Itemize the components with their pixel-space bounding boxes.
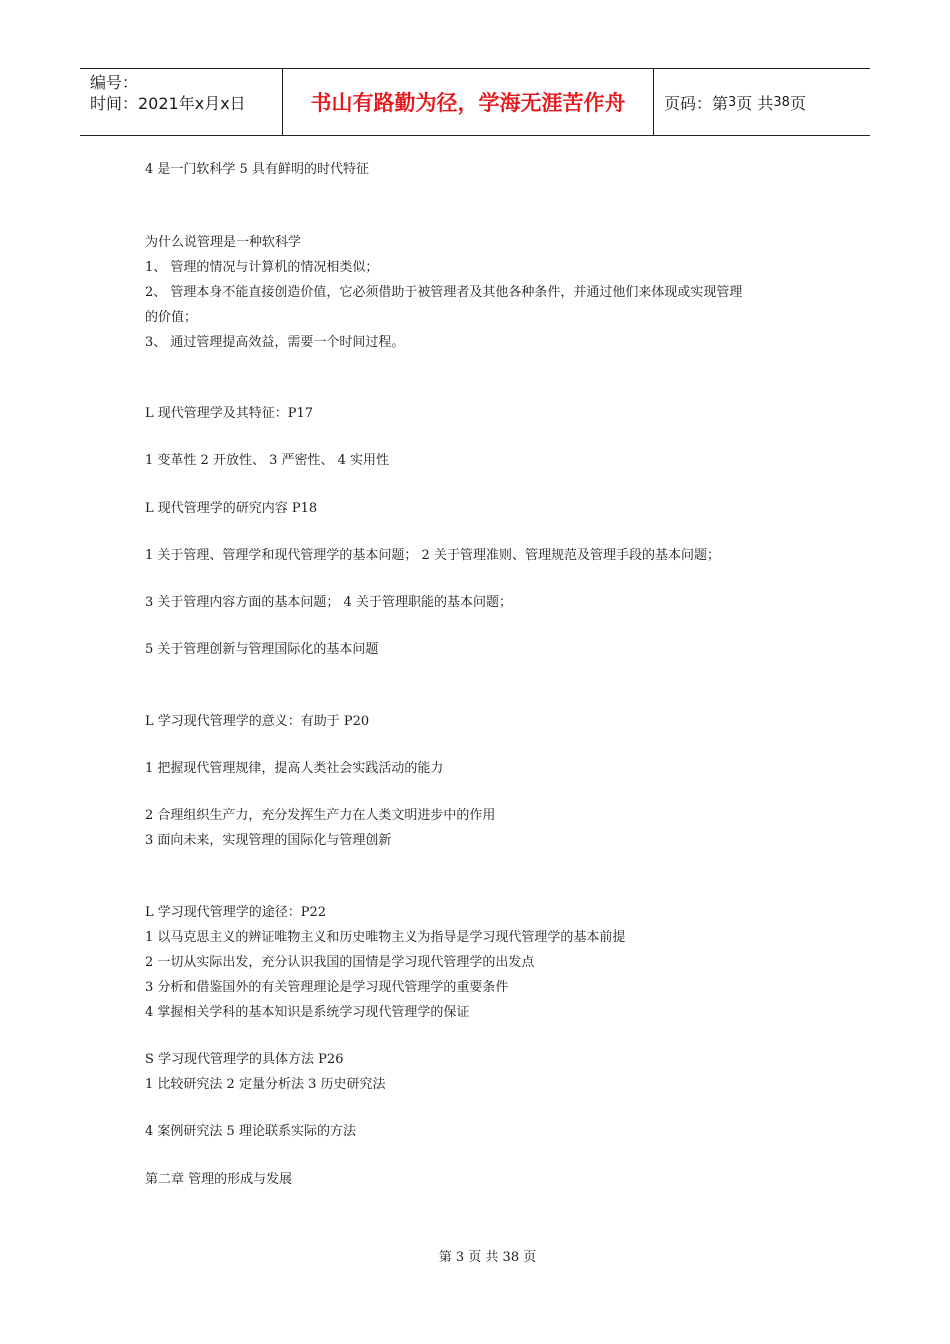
body-line: 1 关于管理、管理学和现代管理学的基本问题； 2 关于管理准则、管理规范及管理手段的基本问题； [145, 548, 720, 563]
section-heading: S 学习现代管理学的具体方法 P26 [145, 1052, 344, 1067]
body-line: 4 案例研究法 5 理论联系实际的方法 [145, 1124, 356, 1139]
section-heading: L 现代管理学的研究内容 P18 [145, 501, 318, 516]
body-line: 1 以马克思主义的辨证唯物主义和历史唯物主义为指导是学习现代管理学的基本前提 [145, 930, 626, 945]
section-heading: L 学习现代管理学的意义：有助于 P20 [145, 714, 370, 729]
body-line: 2 一切从实际出发，充分认识我国的国情是学习现代管理学的出发点 [145, 955, 535, 970]
body-line: 3 面向未来，实现管理的国际化与管理创新 [145, 833, 392, 848]
page-header [80, 68, 870, 136]
page-label-prefix: 页码：第 [664, 93, 729, 113]
page-label-middle: 页 共 [736, 93, 774, 113]
body-line: 1、 管理的情况与计算机的情况相类似； [145, 260, 379, 275]
body-line: 2 合理组织生产力，充分发挥生产力在人类文明进步中的作用 [145, 808, 496, 823]
body-line: 的价值； [145, 310, 198, 325]
page-label-suffix: 页 [789, 93, 806, 113]
body-line: 4 是一门软科学 5 具有鲜明的时代特征 [145, 162, 369, 177]
header-motto: 书山有路勤为径，学海无涯苦作舟 [282, 69, 654, 135]
body-line: 3 关于管理内容方面的基本问题； 4 关于管理职能的基本问题； [145, 595, 512, 610]
body-line: 4 掌握相关学科的基本知识是系统学习现代管理学的保证 [145, 1005, 470, 1020]
body-line: 1 变革性 2 开放性、 3 严密性、 4 实用性 [145, 453, 390, 468]
body-line: 1 比较研究法 2 定量分析法 3 历史研究法 [145, 1077, 386, 1092]
body-line: 3 分析和借鉴国外的有关管理理论是学习现代管理学的重要条件 [145, 980, 509, 995]
page-current: 3 [728, 94, 737, 110]
header-meta [80, 69, 282, 135]
section-heading: L 现代管理学及其特征：P17 [145, 406, 314, 421]
body-line: 3、 通过管理提高效益，需要一个时间过程。 [145, 335, 405, 350]
page-total: 38 [773, 94, 790, 110]
serial-label: 编号： [90, 73, 139, 92]
section-heading: L 学习现代管理学的途径：P22 [145, 905, 327, 920]
time-label: 时间：2021年x月x日 [90, 94, 246, 113]
page-footer: 第 3 页 共 38 页 [438, 1250, 537, 1265]
header-page-indicator [654, 69, 870, 135]
body-line: 2、 管理本身不能直接创造价值，它必须借助于被管理者及其他各种条件，并通过他们来体现或实现管理 [145, 285, 743, 300]
chapter-heading: 第二章 管理的形成与发展 [145, 1172, 293, 1187]
body-line: 1 把握现代管理规律，提高人类社会实践活动的能力 [145, 761, 444, 776]
body-line: 5 关于管理创新与管理国际化的基本问题 [145, 642, 379, 657]
section-heading: 为什么说管理是一种软科学 [145, 235, 302, 250]
